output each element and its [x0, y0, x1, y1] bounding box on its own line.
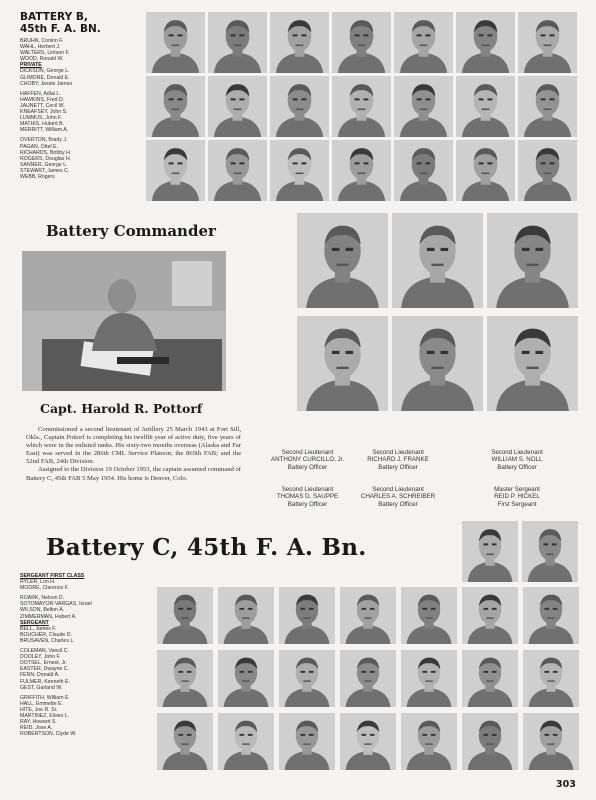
roster-name: HAFFEN, Adlai L.: [20, 90, 61, 97]
battery-c-portrait: [401, 713, 457, 770]
officer-role: Battery Officer: [497, 463, 537, 471]
roster-name: DICKSON, George L.: [20, 68, 70, 75]
officer-role: Battery Officer: [378, 463, 418, 471]
roster-name: HITE, Joe R. Sr.: [20, 706, 58, 713]
battery-b-title-line2: 45th F. A. BN.: [20, 23, 101, 35]
roster-name: OVERTON, Brady J.: [20, 137, 68, 144]
officer-name: CHARLES A. SCHREIBER: [360, 493, 436, 501]
roster-name: WALTERS, Lintson F.: [20, 50, 70, 57]
roster-name: FENN, Donald A.: [20, 672, 60, 679]
officer-caption: [455, 449, 579, 471]
officer-name: THOMAS D. SAUPPE: [276, 493, 339, 501]
battery-c-portrait: [401, 650, 457, 707]
page-number: 303: [556, 779, 576, 790]
battery-c-portrait: [218, 587, 274, 644]
battery-c-portrait: [340, 713, 396, 770]
roster-name: CHOBY, Jessie James: [20, 80, 73, 87]
battery-b-title: [20, 11, 101, 35]
officer-photo-grid: [297, 213, 578, 411]
battery-c-portrait: [462, 521, 518, 582]
roster-name: MERRITT, William A.: [20, 127, 69, 134]
roster-name: FULMER, Kenneth E.: [20, 678, 70, 685]
roster-name: PAGAN, Ottel E.: [20, 143, 58, 150]
officer-name: ANTHONY CURCILLO, Jr.: [270, 456, 345, 464]
roster-name: WEBB, Rogers: [20, 173, 55, 180]
battery-c-portrait: [218, 713, 274, 770]
roster-name: RICHARDS, Bobby H.: [20, 149, 72, 156]
roster-name: HAWKINS, Fred D.: [20, 96, 65, 103]
roster-name: WOOD, Ronald W.: [20, 56, 64, 63]
roster-name: JAUNETT, Cecil W.: [20, 102, 65, 109]
battery-c-roster: [20, 573, 92, 737]
battery-c-portrait: [401, 587, 457, 644]
battery-c-portrait: [523, 650, 579, 707]
officer-portrait: [392, 213, 483, 308]
officer-role: First Sergeant: [497, 500, 537, 508]
roster-name: STEWART, James C.: [20, 167, 70, 174]
commander-bio-paragraph-2: Assigned to the Division 19 October 1953, the captain assumed command of Battery C, 45th FAB 5 May 1954. His home is Denver, Colo.: [26, 466, 241, 482]
roster-name: WAHL, Herbert J.: [20, 44, 61, 51]
battery-c-photo-grid: [157, 587, 578, 770]
officer-rank: Second Lieutenant: [372, 486, 424, 493]
commander-heading: Battery Commander: [46, 222, 216, 240]
battery-c-portrait: [522, 521, 578, 582]
roster-name: ZIMMERMAN, Hubert A.: [20, 613, 77, 620]
battery-c-top-photos: [462, 521, 578, 583]
battery-b-portrait: [394, 76, 453, 137]
roster-name: GEST, Garland W.: [20, 684, 63, 691]
officer-portrait: [297, 316, 388, 411]
roster-name: WILSON, Belton A.: [20, 607, 65, 614]
officer-caption: [350, 486, 446, 508]
officer-caption: [260, 449, 355, 471]
commander-photo: [22, 251, 226, 391]
battery-b-portrait: [518, 76, 577, 137]
officer-portrait: [487, 213, 578, 308]
roster-rank-heading: PRIVATE: [20, 62, 42, 69]
battery-b-portrait: [146, 76, 205, 137]
roster-name: BRUHN, Conlon F.: [20, 38, 64, 44]
roster-name: BOUCHER, Claude D.: [20, 631, 72, 638]
roster-rank-heading: SERGEANT: [20, 619, 49, 626]
roster-name: MARTINEZ, Eliseo L.: [20, 712, 70, 719]
battery-c-portrait: [157, 650, 213, 707]
officer-portrait: [392, 316, 483, 411]
battery-b-portrait: [332, 76, 391, 137]
roster-name: ROGERS, Douglas H.: [20, 155, 72, 162]
battery-c-title: Battery C, 45th F. A. Bn.: [46, 534, 367, 561]
battery-b-roster: [20, 38, 72, 180]
roster-name: DOOLEY, John F.: [20, 654, 61, 661]
officer-rank: Second Lieutenant: [372, 449, 424, 456]
officer-caption: [350, 449, 446, 471]
commander-bio: [26, 426, 241, 483]
battery-c-portrait: [279, 713, 335, 770]
battery-c-portrait: [340, 587, 396, 644]
battery-b-portrait: [456, 76, 515, 137]
commander-bio-paragraph-1: Commissioned a second lieutenant of Artillery 25 March 1943 at Fort Sill, Okla., Captain Pottorf is completing his twelfth year of active duty, five years of which were in the enlisted ranks. His sixty-two months overseas (Alaska and Far East) was served in the 286th CML Service Platoon; the 865th FAB; and the 52nd FAB, 24th Division.: [26, 426, 241, 466]
battery-b-portrait: [270, 12, 329, 73]
roster-name: EASTER, Dwayne C.: [20, 666, 70, 673]
roster-name: HALL, Emmette E.: [20, 700, 63, 707]
officer-role: Battery Officer: [287, 500, 328, 508]
officer-caption: [260, 486, 355, 508]
battery-c-portrait: [462, 650, 518, 707]
battery-b-portrait: [518, 140, 577, 201]
battery-b-portrait: [518, 12, 577, 73]
battery-b-title-line1: BATTERY B,: [20, 11, 88, 23]
battery-c-portrait: [157, 713, 213, 770]
officer-name: WILLIAM S. NOLL: [491, 456, 543, 464]
battery-b-portrait: [332, 12, 391, 73]
roster-rank-heading: SERGEANT FIRST CLASS: [20, 573, 85, 579]
roster-name: COLEMAN, Vancil C.: [20, 648, 69, 655]
roster-name: MOORE, Clarence F.: [20, 585, 69, 592]
battery-c-portrait: [157, 587, 213, 644]
commander-name: Capt. Harold R. Pottorf: [40, 401, 203, 416]
battery-b-portrait: [146, 140, 205, 201]
battery-b-portrait: [146, 12, 205, 73]
officer-rank: Second Lieutenant: [281, 486, 334, 493]
battery-b-portrait: [456, 140, 515, 201]
battery-c-portrait: [462, 713, 518, 770]
battery-b-portrait: [270, 140, 329, 201]
officer-caption: [455, 486, 579, 508]
battery-b-photo-grid: [146, 12, 578, 202]
roster-name: KNEAFSEY, John S.: [20, 109, 68, 116]
battery-c-portrait: [462, 587, 518, 644]
battery-c-portrait: [340, 650, 396, 707]
battery-b-portrait: [456, 12, 515, 73]
roster-name: BELL, James F.: [20, 625, 57, 632]
officer-name: REID P. HICKEL: [494, 493, 540, 501]
battery-c-portrait: [279, 650, 335, 707]
roster-name: RYLER, Lon H.: [20, 579, 56, 586]
officer-name: RICHARD J. FRANKE: [367, 456, 429, 464]
battery-c-portrait: [218, 650, 274, 707]
battery-c-portrait: [523, 713, 579, 770]
officer-rank: Master Sergeant: [494, 486, 540, 493]
battery-b-portrait: [208, 76, 267, 137]
battery-b-portrait: [394, 140, 453, 201]
roster-name: REID, Jose A.: [20, 725, 53, 732]
roster-name: ROBERTSON, Clyde W.: [20, 731, 77, 738]
battery-c-portrait: [279, 587, 335, 644]
battery-c-portrait: [523, 587, 579, 644]
officer-role: Battery Officer: [287, 463, 328, 471]
roster-name: GLIMORE, Donald E.: [20, 74, 70, 81]
officer-rank: Second Lieutenant: [491, 449, 543, 456]
officer-portrait: [297, 213, 388, 308]
officer-role: Battery Officer: [378, 500, 418, 508]
roster-name: ROARK, Nelson D.: [20, 595, 65, 602]
roster-name: DOTSEL, Ernest, Jr.: [20, 660, 67, 667]
battery-b-portrait: [332, 140, 391, 201]
roster-name: RAY, Howard S.: [20, 719, 57, 726]
roster-name: MATHIS, Hubert B.: [20, 121, 65, 128]
battery-b-portrait: [208, 12, 267, 73]
roster-name: SANNER, George L.: [20, 161, 68, 168]
roster-name: GRIFFITH, William E.: [20, 694, 70, 701]
battery-b-portrait: [394, 12, 453, 73]
roster-name: LUMMUS, John F.: [20, 115, 63, 122]
roster-name: BRUSAVEN, Charles L.: [20, 637, 75, 644]
roster-name: SOTOMAYOR-VARGAS, Israel: [20, 601, 92, 608]
officer-portrait: [487, 316, 578, 411]
officer-rank: Second Lieutenant: [281, 449, 334, 456]
battery-b-portrait: [270, 76, 329, 137]
battery-b-portrait: [208, 140, 267, 201]
